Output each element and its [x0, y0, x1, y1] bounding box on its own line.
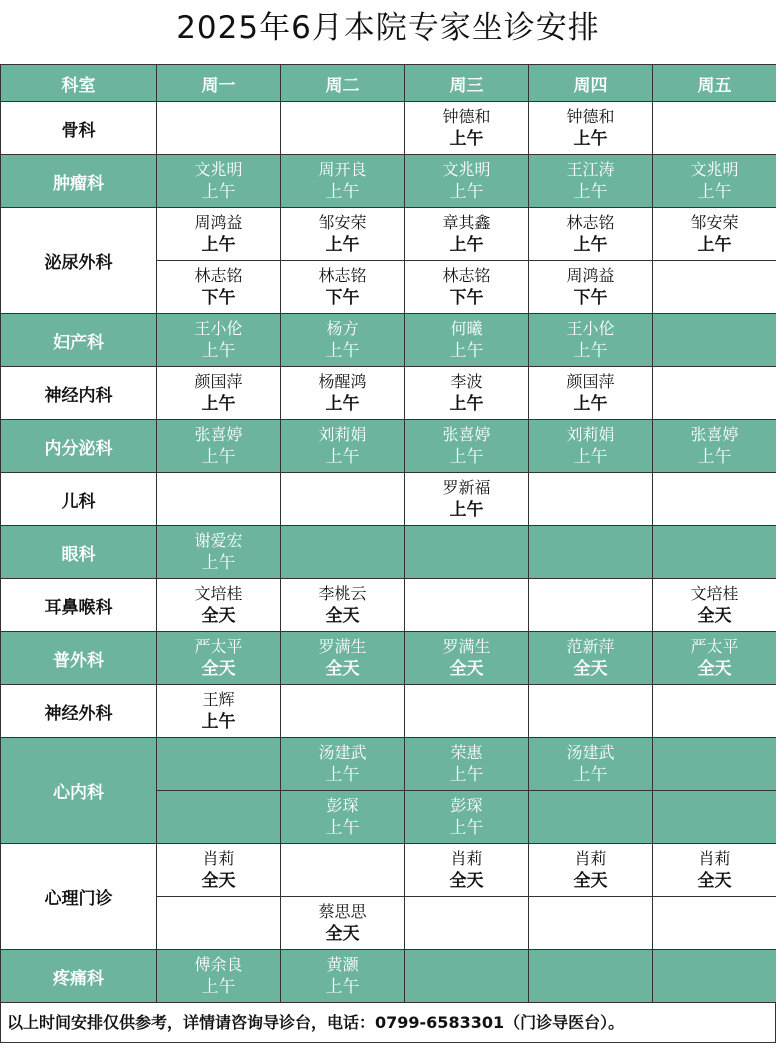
- page-title: 2025年6月本院专家坐诊安排: [176, 10, 600, 46]
- session-time: 上午: [449, 129, 484, 149]
- department-name: 心理门诊: [1, 844, 157, 950]
- session-time: 上午: [697, 447, 732, 467]
- session-time: 全天: [573, 871, 608, 891]
- header-thursday: 周四: [529, 65, 653, 102]
- table-row: [1, 632, 776, 685]
- header-monday: 周一: [157, 65, 281, 102]
- schedule-cell: [281, 897, 405, 950]
- schedule-body: [1, 102, 776, 1003]
- schedule-cell: [529, 208, 653, 261]
- schedule-cell: [529, 685, 653, 738]
- session-time: 上午: [573, 765, 608, 785]
- schedule-cell: [529, 950, 653, 1003]
- doctor-name: 罗满生: [442, 637, 491, 656]
- table-row: [1, 738, 776, 791]
- schedule-cell: [653, 844, 776, 897]
- session-time: 上午: [449, 182, 484, 202]
- schedule-cell: [157, 155, 281, 208]
- schedule-cell: [405, 950, 529, 1003]
- session-time: 上午: [449, 765, 484, 785]
- schedule-cell: [529, 632, 653, 685]
- header-wednesday: 周三: [405, 65, 529, 102]
- schedule-cell: [529, 367, 653, 420]
- session-time: 上午: [573, 129, 608, 149]
- session-time: 上午: [573, 235, 608, 255]
- schedule-cell: [653, 261, 776, 314]
- doctor-name: 谢爱宏: [194, 531, 243, 550]
- schedule-cell: [529, 791, 653, 844]
- session-time: 上午: [201, 182, 236, 202]
- table-row: [1, 367, 776, 420]
- doctor-name: 钟德和: [442, 107, 491, 126]
- schedule-cell: [653, 314, 776, 367]
- doctor-name: 颜国萍: [194, 372, 243, 391]
- table-row: [1, 950, 776, 1003]
- schedule-cell: [281, 632, 405, 685]
- session-time: 上午: [449, 235, 484, 255]
- header-friday: 周五: [653, 65, 776, 102]
- table-row: [1, 473, 776, 526]
- doctor-name: 周开良: [318, 160, 367, 179]
- doctor-name: 杨方: [326, 319, 359, 338]
- doctor-name: 文兆明: [690, 160, 739, 179]
- session-time: 上午: [325, 235, 360, 255]
- session-time: 上午: [201, 712, 236, 732]
- department-name: 骨科: [1, 102, 157, 155]
- department-name: 内分泌科: [1, 420, 157, 473]
- session-time: 全天: [201, 871, 236, 891]
- session-time: 全天: [573, 659, 608, 679]
- schedule-cell: [405, 261, 529, 314]
- session-time: 全天: [325, 606, 360, 626]
- doctor-name: 黄灏: [326, 955, 359, 974]
- session-time: 下午: [325, 288, 360, 308]
- schedule-cell: [529, 420, 653, 473]
- session-time: 上午: [697, 182, 732, 202]
- schedule-cell: [405, 632, 529, 685]
- schedule-cell: [405, 579, 529, 632]
- schedule-cell: [281, 526, 405, 579]
- schedule-cell: [157, 314, 281, 367]
- department-name: 疼痛科: [1, 950, 157, 1003]
- session-time: 全天: [697, 606, 732, 626]
- doctor-name: 何曦: [450, 319, 483, 338]
- schedule-cell: [281, 314, 405, 367]
- schedule-cell: [157, 632, 281, 685]
- session-time: 上午: [325, 341, 360, 361]
- schedule-cell: [157, 844, 281, 897]
- schedule-cell: [405, 314, 529, 367]
- department-name: 儿科: [1, 473, 157, 526]
- schedule-cell: [653, 738, 776, 791]
- schedule-cell: [157, 685, 281, 738]
- session-time: 上午: [449, 447, 484, 467]
- schedule-cell: [653, 420, 776, 473]
- table-row: [1, 685, 776, 738]
- session-time: 全天: [325, 924, 360, 944]
- schedule-cell: [653, 950, 776, 1003]
- schedule-cell: [653, 632, 776, 685]
- table-row: [1, 208, 776, 261]
- doctor-name: 张喜婷: [194, 425, 243, 444]
- doctor-name: 文培桂: [194, 584, 243, 603]
- doctor-name: 刘莉娟: [566, 425, 615, 444]
- doctor-name: 肖莉: [450, 849, 483, 868]
- schedule-cell: [405, 208, 529, 261]
- schedule-cell: [281, 420, 405, 473]
- session-time: 上午: [573, 341, 608, 361]
- doctor-name: 文培桂: [690, 584, 739, 603]
- schedule-cell: [653, 367, 776, 420]
- doctor-name: 林志铭: [442, 266, 491, 285]
- schedule-cell: [405, 473, 529, 526]
- session-time: 全天: [697, 871, 732, 891]
- header-department: 科室: [1, 65, 157, 102]
- doctor-name: 罗满生: [318, 637, 367, 656]
- schedule-cell: [281, 155, 405, 208]
- schedule-cell: [405, 791, 529, 844]
- session-time: 上午: [573, 182, 608, 202]
- schedule-cell: [653, 526, 776, 579]
- department-name: 眼科: [1, 526, 157, 579]
- schedule-cell: [281, 208, 405, 261]
- doctor-name: 钟德和: [566, 107, 615, 126]
- schedule-cell: [281, 685, 405, 738]
- schedule-cell: [653, 685, 776, 738]
- schedule-cell: [529, 314, 653, 367]
- department-name: 神经外科: [1, 685, 157, 738]
- session-time: 全天: [325, 659, 360, 679]
- department-name: 心内科: [1, 738, 157, 844]
- schedule-cell: [529, 579, 653, 632]
- session-time: 上午: [449, 394, 484, 414]
- schedule-cell: [405, 420, 529, 473]
- schedule-cell: [157, 367, 281, 420]
- doctor-name: 张喜婷: [690, 425, 739, 444]
- schedule-cell: [653, 155, 776, 208]
- session-time: 下午: [573, 288, 608, 308]
- department-name: 普外科: [1, 632, 157, 685]
- schedule-cell: [281, 102, 405, 155]
- session-time: 上午: [325, 394, 360, 414]
- session-time: 上午: [573, 447, 608, 467]
- doctor-name: 邹安荣: [318, 213, 367, 232]
- session-time: 上午: [201, 235, 236, 255]
- doctor-name: 李波: [450, 372, 483, 391]
- doctor-name: 文兆明: [194, 160, 243, 179]
- schedule-cell: [157, 526, 281, 579]
- doctor-name: 范新萍: [566, 637, 615, 656]
- doctor-name: 彭琛: [326, 796, 359, 815]
- session-time: 全天: [697, 659, 732, 679]
- table-row: [1, 155, 776, 208]
- table-row: [1, 526, 776, 579]
- schedule-cell: [653, 791, 776, 844]
- schedule-cell: [281, 844, 405, 897]
- schedule-cell: [653, 208, 776, 261]
- session-time: 上午: [573, 394, 608, 414]
- schedule-cell: [653, 473, 776, 526]
- schedule-cell: [157, 102, 281, 155]
- schedule-cell: [281, 950, 405, 1003]
- doctor-name: 王小伦: [566, 319, 615, 338]
- schedule-cell: [157, 208, 281, 261]
- session-time: 全天: [201, 606, 236, 626]
- session-time: 全天: [449, 659, 484, 679]
- doctor-name: 李桃云: [318, 584, 367, 603]
- doctor-name: 严太平: [690, 637, 739, 656]
- schedule-cell: [529, 473, 653, 526]
- session-time: 上午: [449, 341, 484, 361]
- schedule-cell: [529, 155, 653, 208]
- doctor-name: 彭琛: [450, 796, 483, 815]
- doctor-name: 王辉: [202, 690, 235, 709]
- session-time: 上午: [201, 341, 236, 361]
- schedule-cell: [281, 791, 405, 844]
- doctor-name: 林志铭: [194, 266, 243, 285]
- schedule-cell: [281, 473, 405, 526]
- session-time: 下午: [449, 288, 484, 308]
- schedule-cell: [157, 791, 281, 844]
- schedule-cell: [653, 102, 776, 155]
- schedule-cell: [529, 526, 653, 579]
- schedule-cell: [529, 102, 653, 155]
- schedule-cell: [405, 738, 529, 791]
- schedule-cell: [529, 844, 653, 897]
- schedule-cell: [653, 897, 776, 950]
- schedule-cell: [157, 420, 281, 473]
- doctor-name: 罗新福: [442, 478, 491, 497]
- session-time: 上午: [697, 235, 732, 255]
- doctor-name: 严太平: [194, 637, 243, 656]
- schedule-cell: [405, 897, 529, 950]
- session-time: 上午: [325, 182, 360, 202]
- schedule-cell: [281, 261, 405, 314]
- schedule-cell: [405, 367, 529, 420]
- doctor-name: 颜国萍: [566, 372, 615, 391]
- doctor-name: 林志铭: [318, 266, 367, 285]
- schedule-cell: [405, 685, 529, 738]
- doctor-name: 周鸿益: [194, 213, 243, 232]
- doctor-name: 王小伦: [194, 319, 243, 338]
- session-time: 下午: [201, 288, 236, 308]
- table-row: [1, 102, 776, 155]
- schedule-cell: [529, 261, 653, 314]
- doctor-name: 章其鑫: [442, 213, 491, 232]
- schedule-cell: [157, 950, 281, 1003]
- schedule-cell: [157, 897, 281, 950]
- department-name: 妇产科: [1, 314, 157, 367]
- department-name: 泌尿外科: [1, 208, 157, 314]
- schedule-cell: [529, 897, 653, 950]
- table-row: [1, 314, 776, 367]
- table-header-row: [1, 65, 776, 102]
- schedule-cell: [281, 367, 405, 420]
- session-time: 全天: [449, 871, 484, 891]
- doctor-name: 荣惠: [450, 743, 483, 762]
- doctor-name: 汤建武: [318, 743, 367, 762]
- schedule-cell: [405, 526, 529, 579]
- session-time: 上午: [201, 447, 236, 467]
- schedule-cell: [157, 261, 281, 314]
- doctor-name: 张喜婷: [442, 425, 491, 444]
- session-time: 上午: [325, 818, 360, 838]
- department-name: 神经内科: [1, 367, 157, 420]
- session-time: 上午: [325, 447, 360, 467]
- doctor-name: 刘莉娟: [318, 425, 367, 444]
- session-time: 上午: [449, 500, 484, 520]
- schedule-cell: [529, 738, 653, 791]
- doctor-name: 王江涛: [566, 160, 615, 179]
- session-time: 上午: [325, 765, 360, 785]
- session-time: 上午: [201, 977, 236, 997]
- doctor-name: 肖莉: [202, 849, 235, 868]
- doctor-name: 邹安荣: [690, 213, 739, 232]
- schedule-table: [0, 64, 776, 1003]
- schedule-cell: [157, 579, 281, 632]
- department-name: 耳鼻喉科: [1, 579, 157, 632]
- session-time: 上午: [325, 977, 360, 997]
- schedule-cell: [653, 579, 776, 632]
- schedule-cell: [405, 155, 529, 208]
- doctor-name: 傅余良: [194, 955, 243, 974]
- schedule-cell: [405, 844, 529, 897]
- session-time: 上午: [201, 394, 236, 414]
- session-time: 全天: [201, 659, 236, 679]
- footer-note: 以上时间安排仅供参考，详情请咨询导诊台，电话：0799-6583301（门诊导医台）。: [0, 1003, 776, 1043]
- session-time: 上午: [449, 818, 484, 838]
- table-row: [1, 420, 776, 473]
- doctor-name: 杨醒鸿: [318, 372, 367, 391]
- schedule-cell: [157, 738, 281, 791]
- doctor-name: 肖莉: [574, 849, 607, 868]
- table-row: [1, 579, 776, 632]
- header-tuesday: 周二: [281, 65, 405, 102]
- schedule-cell: [281, 738, 405, 791]
- schedule-cell: [405, 102, 529, 155]
- doctor-name: 肖莉: [698, 849, 731, 868]
- table-row: [1, 844, 776, 897]
- session-time: 上午: [201, 553, 236, 573]
- doctor-name: 蔡思思: [318, 902, 367, 921]
- doctor-name: 林志铭: [566, 213, 615, 232]
- doctor-name: 汤建武: [566, 743, 615, 762]
- doctor-name: 周鸿益: [566, 266, 615, 285]
- schedule-cell: [157, 473, 281, 526]
- department-name: 肿瘤科: [1, 155, 157, 208]
- doctor-name: 文兆明: [442, 160, 491, 179]
- schedule-cell: [281, 579, 405, 632]
